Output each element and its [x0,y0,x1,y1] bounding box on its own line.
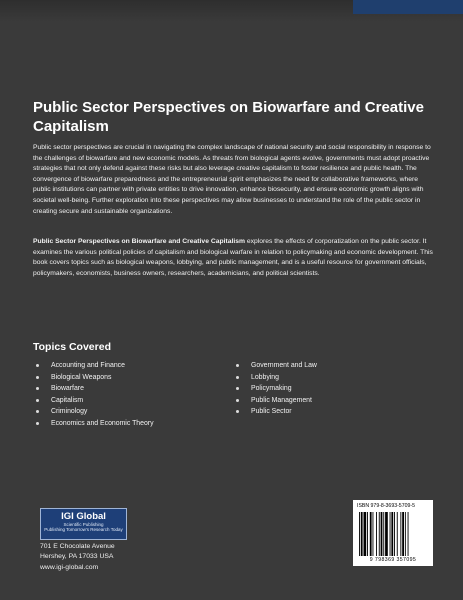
logo-brand-name: IGI Global [61,511,106,522]
logo-tagline-1: Scientific Publishing [63,522,104,527]
address-street: 701 E Chocolate Avenue [40,543,115,550]
barcode-number: 9 798369 357095 [369,557,417,563]
publisher-website: www.igi-global.com [40,563,99,571]
top-accent-bar [353,0,463,14]
book-title: Public Sector Perspectives on Biowarfare and Creative Capitalism [33,99,424,135]
topic-item: Public Sector [233,406,317,418]
topics-list-left [33,360,154,430]
barcode-box [353,500,433,566]
topics-heading: Topics Covered [33,341,111,353]
topic-item: Accounting and Finance [33,360,154,372]
topics-list-right [233,360,317,418]
topic-item: Biological Weapons [33,372,154,384]
description-paragraph-2 [33,237,433,279]
topic-item: Government and Law [233,360,317,372]
description-title-bold: Public Sector Perspectives on Biowarfare and Creative Capitalism [33,238,245,245]
topic-item: Economics and Economic Theory [33,418,154,430]
topic-item: Lobbying [233,372,317,384]
topic-item: Capitalism [33,395,154,407]
description-paragraph-2-text: explores the effects of corporatization on the public sector. It examines the various political policies of capitalism and biological warfare in relation to policymaking and economic development. This book covers topics such as biological weapons, lobbying, and public management, and is a useful resource for government officials, policymakers, economists, business owners, researchers, academicians, and political scientists. [33,238,433,277]
description-paragraph-1: Public sector perspectives are crucial in navigating the complex landscape of national security and social responsibility in response to the challenges of biowarfare and new economic models. As threats from biological agents evolve, governments must adopt proactive strategies that not only defend against these risks but also leverage creative capitalism to foster resilience and public health. The convergence of biowarfare preparedness and the entrepreneurial spirit emphasizes the need for collaborative frameworks, where public institutions can partner with private entities to drive innovation, enhance biosecurity, and ensure economic growth aligns with societal well-being. Further exploration into these perspectives may allow businesses to understand the role of the public sector in creating secure and sustainable organizations. [33,144,431,215]
topic-item: Policymaking [233,383,317,395]
isbn-label: ISBN 979-8-3693-5709-5 [357,503,415,509]
barcode-icon [359,512,427,556]
address-city: Hershey, PA 17033 USA [40,553,114,561]
topic-item: Biowarfare [33,383,154,395]
publisher-logo [40,508,127,540]
top-band [0,0,463,22]
logo-tagline-2: Publishing Tomorrow's Research Today [44,527,123,533]
topic-item: Criminology [33,406,154,418]
topic-item: Public Management [233,395,317,407]
publisher-address [40,542,115,573]
